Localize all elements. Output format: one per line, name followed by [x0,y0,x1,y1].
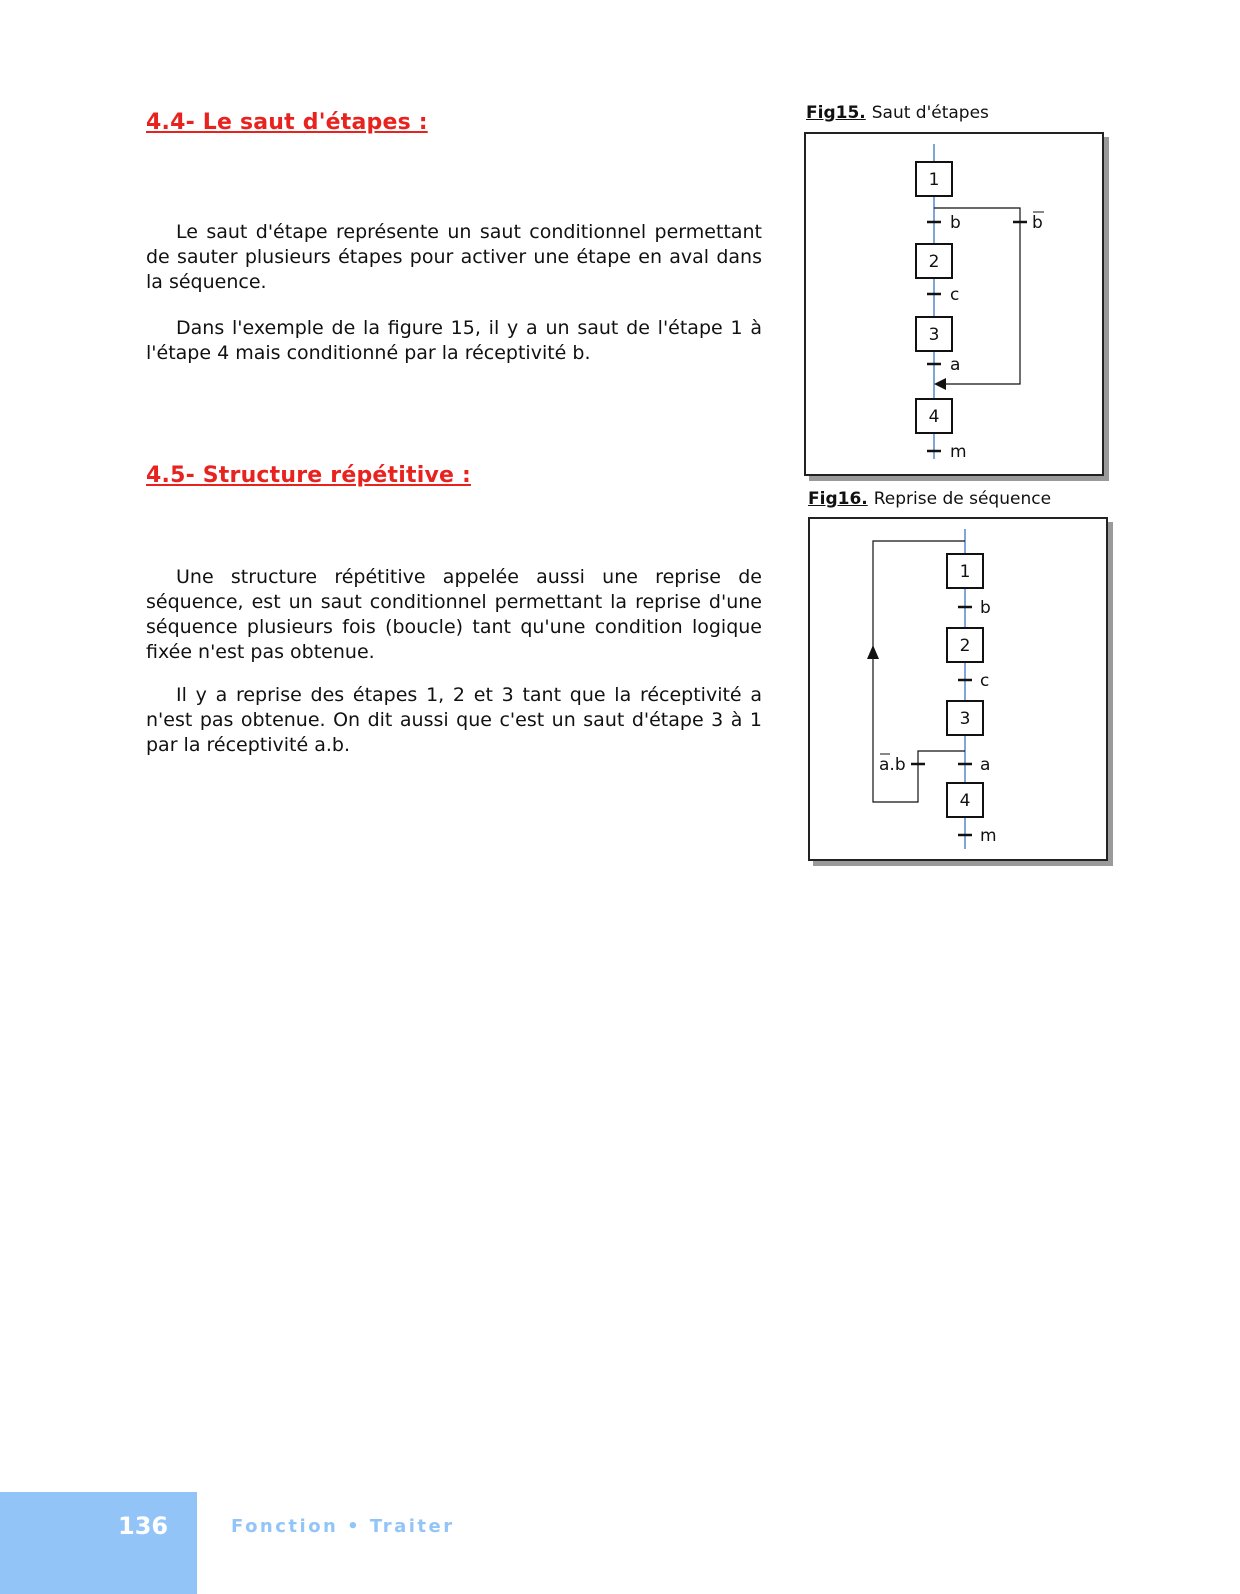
step-box [947,701,983,735]
footer-chapter-label: Fonction • Traiter [231,1516,455,1537]
step-box [947,783,983,817]
step-box [916,162,952,196]
step-number: 2 [928,252,940,272]
figure-16-grafcet [808,517,1108,861]
figure-15-grafcet [804,132,1104,476]
paragraph-repetition-definition: Une structure répétitive appelée aussi une reprise de séquence, est un saut conditionnel permettant la reprise d'une séquence plusieurs fois (boucle) tant qu'une condition logique fixée n'est pas obtenue. [146,566,762,663]
page-number: 136 [118,1512,169,1540]
transition-label: m [980,826,997,846]
figure-16-title: Reprise de séquence [873,489,1052,509]
transition-label: m [950,442,967,462]
step-number: 3 [928,325,940,345]
step-box [916,317,952,351]
figure-15-caption [806,103,989,123]
section-heading-4-5: 4.5- Structure répétitive : [146,463,471,488]
transition-label: c [950,285,960,305]
step-number: 2 [959,636,971,656]
paragraph-jump-example: Dans l'exemple de la figure 15, il y a un saut de l'étape 1 à l'étape 4 mais conditionné par la réceptivité b. [146,317,762,364]
transition-label: a [980,755,991,775]
paragraph-jump-definition: Le saut d'étape représente un saut conditionnel permettant de sauter plusieurs étapes pour activer une étape en aval dans la séquence. [146,221,762,293]
footer-page-block [0,1492,197,1594]
loop-condition-label: a.b [879,755,906,775]
step-number: 4 [959,791,971,811]
step-number: 1 [928,170,940,190]
jump-condition-label: b [1032,213,1043,233]
step-box [947,628,983,662]
step-box [916,244,952,278]
step-box [947,554,983,588]
section-heading-4-4: 4.4- Le saut d'étapes : [146,110,428,135]
figure-16-caption [808,489,1051,509]
figure-15-title: Saut d'étapes [871,103,989,123]
step-box [916,399,952,433]
transition-label: c [980,671,990,691]
transition-label: b [980,598,991,618]
transition-label: a [950,355,961,375]
figure-16-label: Fig16. [808,489,868,509]
paragraph-repetition-example: Il y a reprise des étapes 1, 2 et 3 tant que la réceptivité a n'est pas obtenue. On dit aussi que c'est un saut d'étape 3 à 1 par la réceptivité a.b. [146,684,762,756]
step-number: 3 [959,709,971,729]
step-number: 1 [959,562,971,582]
transition-label: b [950,213,961,233]
figure-15-label: Fig15. [806,103,866,123]
step-number: 4 [928,407,940,427]
